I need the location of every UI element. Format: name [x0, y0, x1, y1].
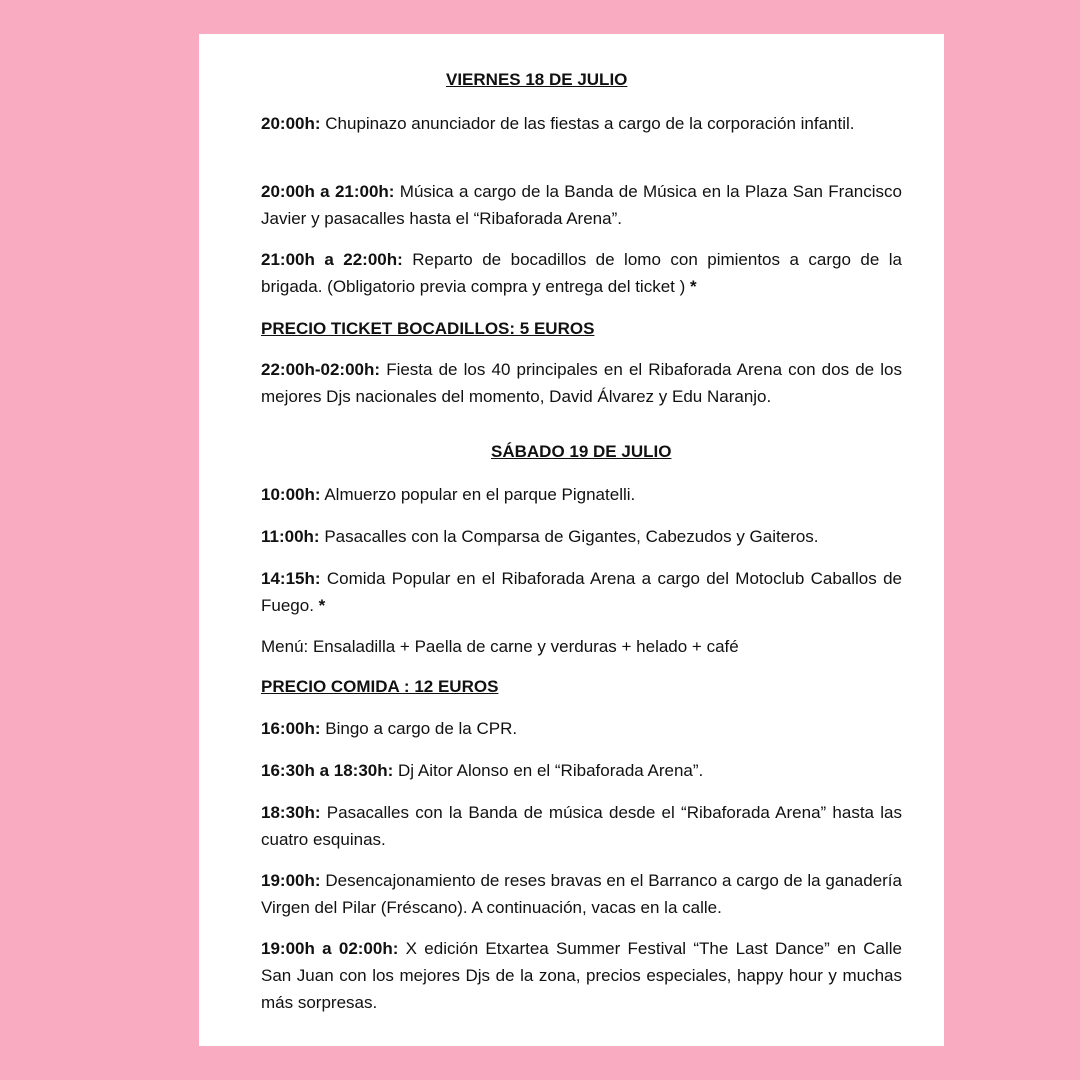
- event-text: Desencajonamiento de reses bravas en el Barranco a cargo de la ganadería Virgen del Pilar (Fréscano). A continuación, vacas en la calle.: [261, 871, 902, 917]
- program-page: [199, 34, 944, 1046]
- event-time: 20:00h:: [261, 114, 321, 133]
- event-item: [261, 178, 902, 232]
- event-time: 21:00h a 22:00h:: [261, 250, 403, 269]
- event-item: [261, 565, 902, 619]
- event-text: Almuerzo popular en el parque Pignatelli.: [324, 485, 636, 504]
- event-text: X edición Etxartea Summer Festival “The Last Dance” en Calle San Juan con los mejores Djs de la zona, precios especiales, happy hour y muchas más sorpresas.: [261, 939, 902, 1012]
- event-time: 10:00h:: [261, 485, 321, 504]
- event-time: 20:00h a 21:00h:: [261, 182, 395, 201]
- menu-line: Menú: Ensaladilla + Paella de carne y verduras + helado + café: [261, 637, 739, 656]
- event-item: [261, 935, 902, 1016]
- event-item: [261, 481, 902, 508]
- event-time: 22:00h-02:00h:: [261, 360, 381, 379]
- event-text: Chupinazo anunciador de las fiestas a cargo de la corporación infantil.: [325, 114, 855, 133]
- event-item: [261, 715, 902, 742]
- event-time: 14:15h:: [261, 569, 321, 588]
- event-time: 18:30h:: [261, 803, 321, 822]
- event-text: Pasacalles con la Comparsa de Gigantes, Cabezudos y Gaiteros.: [324, 527, 819, 546]
- event-time: 16:30h a 18:30h:: [261, 761, 394, 780]
- event-item: [261, 246, 902, 300]
- friday-heading: VIERNES 18 DE JULIO: [446, 70, 628, 89]
- event-time: 19:00h:: [261, 871, 321, 890]
- event-item: [261, 110, 902, 137]
- meal-price: PRECIO COMIDA : 12 EUROS: [261, 677, 499, 696]
- footnote-mark: *: [318, 596, 326, 615]
- ticket-price: PRECIO TICKET BOCADILLOS: 5 EUROS: [261, 319, 595, 338]
- event-text: Pasacalles con la Banda de música desde el “Ribaforada Arena” hasta las cuatro esquinas.: [261, 803, 902, 849]
- event-text: Comida Popular en el Ribaforada Arena a cargo del Motoclub Caballos de Fuego.: [261, 569, 902, 615]
- event-time: 16:00h:: [261, 719, 321, 738]
- footnote-mark: *: [690, 277, 697, 296]
- event-item: [261, 757, 902, 784]
- saturday-heading: SÁBADO 19 DE JULIO: [491, 442, 672, 461]
- event-item: [261, 799, 902, 853]
- event-item: [261, 523, 902, 550]
- event-text: Bingo a cargo de la CPR.: [325, 719, 518, 738]
- event-item: [261, 867, 902, 921]
- event-item: [261, 356, 902, 410]
- event-time: 11:00h:: [261, 527, 320, 546]
- event-text: Reparto de bocadillos de lomo con pimientos a cargo de la brigada. (Obligatorio previa compra y entrega del ticket ): [261, 250, 903, 296]
- event-time: 19:00h a 02:00h:: [261, 939, 399, 958]
- event-text: Fiesta de los 40 principales en el Ribaforada Arena con dos de los mejores Djs nacionales del momento, David Álvarez y Edu Naranjo.: [261, 360, 902, 406]
- event-text: Dj Aitor Alonso en el “Ribaforada Arena”.: [398, 761, 704, 780]
- event-text: Música a cargo de la Banda de Música en la Plaza San Francisco Javier y pasacalles hasta el “Ribaforada Arena”.: [261, 182, 902, 228]
